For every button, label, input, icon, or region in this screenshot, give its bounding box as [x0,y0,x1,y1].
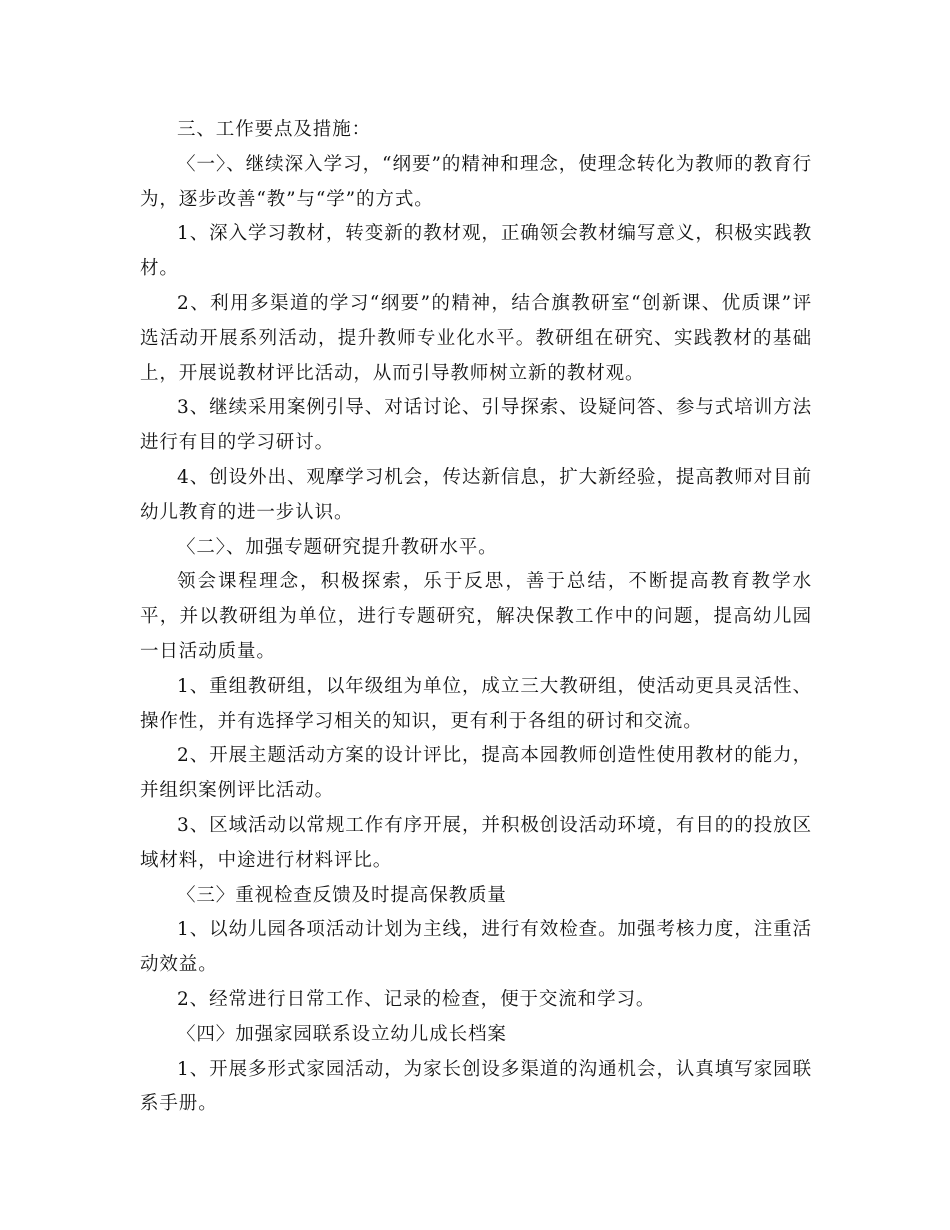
subsection-heading-3: 〈三〉重视检查反馈及时提高保教质量 [177,884,507,906]
paragraph: 3、继续采用案例引导、对话讨论、引导探索、设疑问答、参与式培训方法进行有目的学习研讨。 [140,397,812,454]
paragraph: 1、开展多形式家园活动，为家长创设多渠道的沟通机会，认真填写家园联系手册。 [140,1058,812,1115]
paragraph: 1、深入学习教材，转变新的教材观，正确领会教材编写意义，积极实践教材。 [140,223,812,280]
paragraph: 2、经常进行日常工作、记录的检查，便于交流和学习。 [177,988,656,1010]
section-heading: 三、工作要点及措施： [177,119,372,140]
paragraph: 3、区域活动以常规工作有序开展，并积极创设活动环境，有目的的投放区域材料，中途进行材料评比。 [140,814,812,871]
paragraph: 4、创设外出、观摩学习机会，传达新信息，扩大新经验，提高教师对目前幼儿教育的进一步认识。 [140,466,812,523]
paragraph: 领会课程理念，积极探索，乐于反思，善于总结，不断提高教育教学水平，并以教研组为单位，进行专题研究，解决保教工作中的问题，提高幼儿园一日活动质量。 [140,571,812,662]
subsection-heading-2: 〈二〉、加强专题研究提升教研水平。 [177,536,498,558]
paragraph: 2、利用多渠道的学习“纲要”的精神，结合旗教研室“创新课、优质课”评选活动开展系列活动，提升教师专业化水平。教研组在研究、实践教材的基础上，开展说教材评比活动，从而引导教师树立新的教材观。 [140,292,812,384]
paragraph: 2、开展主题活动方案的设计评比，提高本园教师创造性使用教材的能力，并组织案例评比活动。 [140,745,812,802]
document-body [140,113,812,1122]
paragraph: 1、重组教研组，以年级组为单位，成立三大教研组，使活动更具灵活性、操作性，并有选择学习相关的知识，更有利于各组的研讨和交流。 [140,675,812,732]
subsection-heading-4: 〈四〉加强家园联系设立幼儿成长档案 [177,1023,507,1045]
paragraph: 1、以幼儿园各项活动计划为主线，进行有效检查。加强考核力度，注重活动效益。 [140,919,812,976]
subsection-heading-1: 〈一〉、继续深入学习，“纲要”的精神和理念，使理念转化为教师的教育行为，逐步改善“教”与“学”的方式。 [140,153,812,210]
